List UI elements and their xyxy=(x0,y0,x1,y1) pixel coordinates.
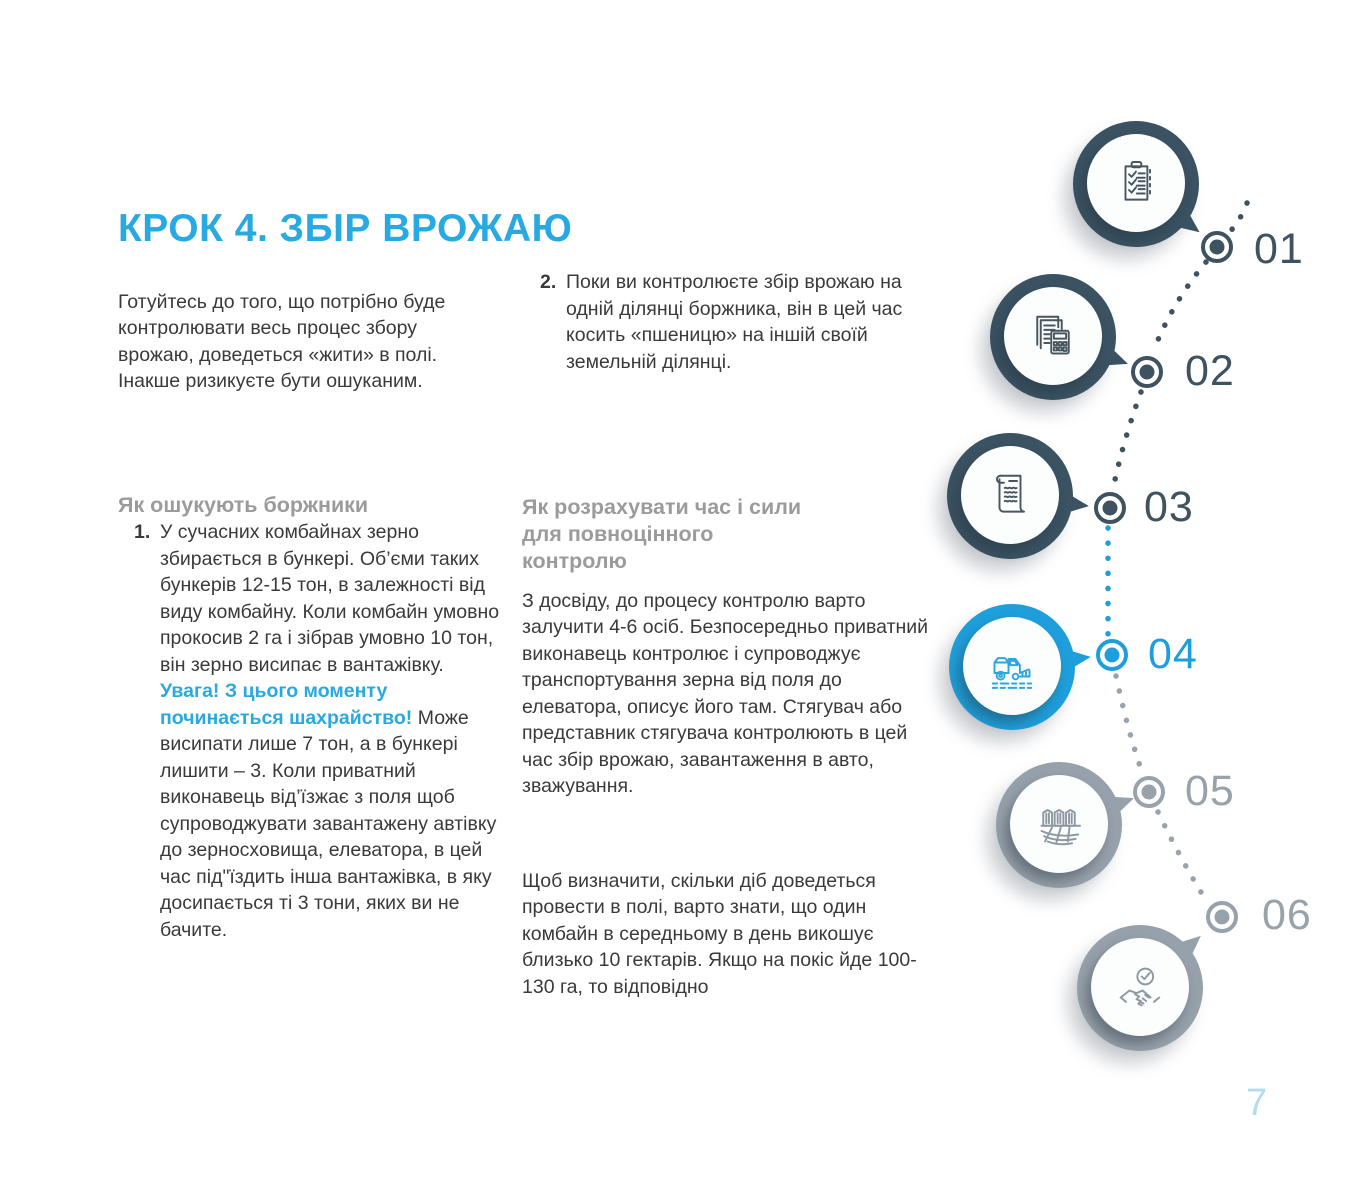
step-4-inner-circle xyxy=(963,617,1061,715)
numbered-item-2 xyxy=(540,269,948,375)
item-1-text-after: Може висипати лише 7 тон, а в бункері лишити – 3. Коли приватний виконавець від’їзжає з поля щоб супроводжувати завантажену автівку до зерносховища, елеватора, в цей час під"їздить інша вантажівка, в яку досипається ті 3 тони, яких ви не бачите. xyxy=(160,706,497,941)
item-1-text-before: У сучасних комбайнах зерно збирається в бункері. Об’єми таких бункерів 12-15 тон, в залежності від виду комбайну. Коли комбайн умовно прокосив 2 га і зібрав умовно 10 тон, він зерно висипає в вантажівку. xyxy=(160,521,500,676)
scroll-document-icon xyxy=(982,467,1038,523)
timeline-marker-5 xyxy=(1133,776,1165,808)
clipboard-checklist-icon xyxy=(1108,155,1164,211)
step-number-3: 03 xyxy=(1144,483,1194,531)
step-5-inner-circle xyxy=(1010,775,1108,873)
timeline-step-4-circle xyxy=(949,604,1075,730)
combine-harvester-icon xyxy=(984,638,1040,694)
item-1-text xyxy=(160,519,506,943)
timeline-step-5-circle xyxy=(996,762,1122,888)
timeline-marker-3 xyxy=(1094,492,1126,524)
step-number-2: 02 xyxy=(1185,347,1235,395)
step-6-inner-circle xyxy=(1091,938,1189,1036)
timeline-step-3-circle xyxy=(947,433,1073,559)
section-heading-fraud: Як ошукують боржники xyxy=(118,492,369,517)
intro-paragraph: Готуйтесь до того, що потрібно буде контролювати весь процес збору врожаю, доведеться «жити» в полі. Інакше ризикуєте бути ошуканим. xyxy=(118,290,446,392)
step-3-inner-circle xyxy=(961,446,1059,544)
calc-paragraph-1: З досвіду, до процесу контролю варто залучити 4-6 осіб. Безпосередньо приватний виконавець контролює і супроводжує транспортування зерна від поля до елеватора, описує його там. Стягувач або представник стягувача контролюють в цей час збір врожаю, завантаження в авто, зважування. xyxy=(522,589,929,797)
timeline-step-6-circle xyxy=(1077,925,1203,1051)
item-1-number: 1. xyxy=(134,521,151,543)
timeline-marker-6 xyxy=(1206,901,1238,933)
grain-silos-field-icon xyxy=(1031,796,1087,852)
item-1-highlight: Увага! З цього моменту починається шахрайство! xyxy=(160,680,413,729)
step-number-6: 06 xyxy=(1262,891,1312,939)
documents-calculator-icon xyxy=(1025,308,1081,364)
step-number-1: 01 xyxy=(1254,225,1304,273)
timeline-step-1-circle xyxy=(1073,121,1199,247)
page-number: 7 xyxy=(1246,1082,1268,1124)
step-number-5: 05 xyxy=(1185,767,1235,815)
step-number-4: 04 xyxy=(1148,630,1198,678)
numbered-item-1 xyxy=(134,519,506,943)
item-2-text: Поки ви контролюєте збір врожаю на одній ділянці боржника, він в цей час косить «пшеницю» на іншій своїй земельній ділянці. xyxy=(566,271,903,373)
section-heading-calc: Як розрахувати час і сили для повноцінного контролю xyxy=(522,494,802,573)
step-1-inner-circle xyxy=(1087,134,1185,232)
timeline-marker-2 xyxy=(1131,356,1163,388)
calc-paragraph-2: Щоб визначити, скільки діб доведеться провести в полі, варто знати, що один комбайн в середньому в день викошує близько 10 гектарів. Якщо на покіс йде 100-130 га, то відповідно xyxy=(522,869,917,998)
handshake-check-icon xyxy=(1112,959,1168,1015)
page-title: КРОК 4. ЗБІР ВРОЖАЮ xyxy=(118,207,573,251)
timeline-step-2-circle xyxy=(990,274,1116,400)
step-2-inner-circle xyxy=(1004,287,1102,385)
timeline-marker-4 xyxy=(1096,639,1128,671)
timeline-marker-1 xyxy=(1201,231,1233,263)
item-2-number: 2. xyxy=(540,271,557,293)
step-4-pointer xyxy=(1055,642,1092,676)
